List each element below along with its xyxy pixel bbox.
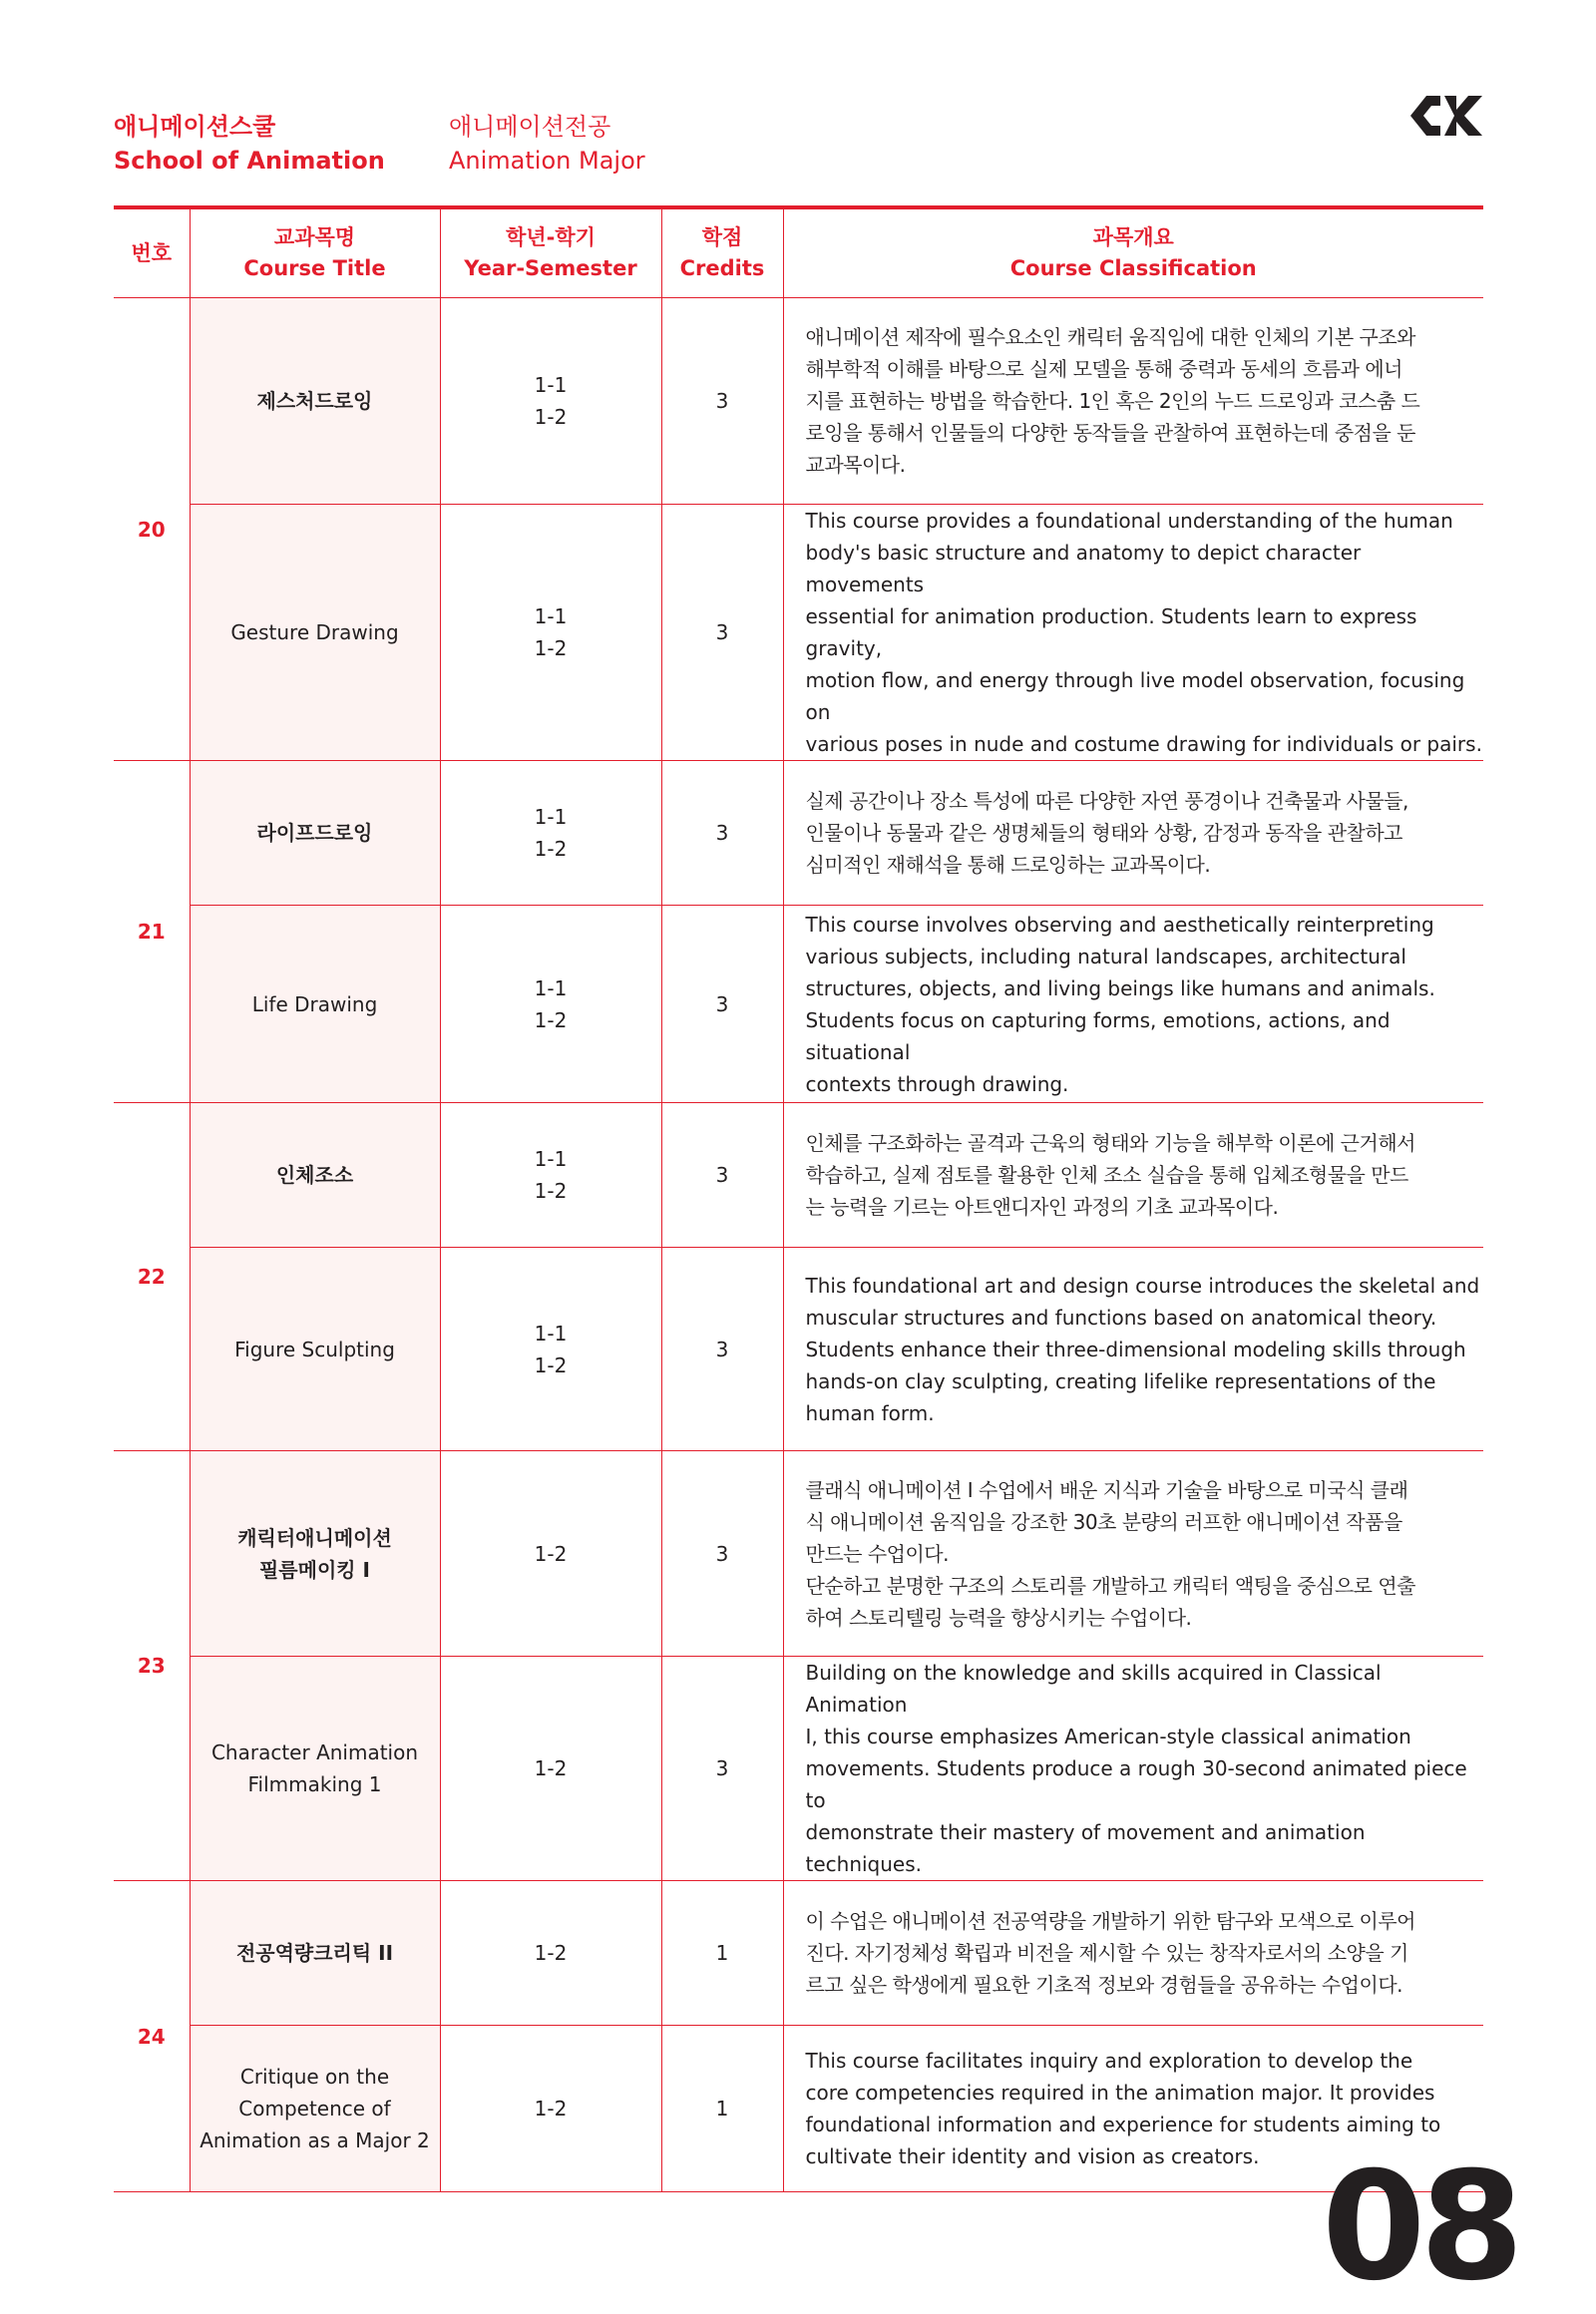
course-number: 21 xyxy=(114,761,190,1103)
year-semester: 1-2 xyxy=(440,2026,661,2192)
school-name-ko: 애니메이션스쿨 xyxy=(114,113,276,141)
major-heading xyxy=(449,110,645,178)
table-row xyxy=(114,2026,1483,2192)
course-title-ko: 인체조소 xyxy=(190,1103,440,1248)
major-name-ko: 애니메이션전공 xyxy=(449,113,611,141)
year-semester: 1-1 1-2 xyxy=(440,298,661,505)
credits: 3 xyxy=(661,1451,783,1657)
table-row xyxy=(114,906,1483,1103)
table-row xyxy=(114,1657,1483,1881)
table-header-row xyxy=(114,207,1483,298)
course-number: 23 xyxy=(114,1451,190,1881)
header-classification: 과목개요 Course Classification xyxy=(783,207,1483,298)
course-description-en: This foundational art and design course introduces the skeletal and muscular structures and functions based on anatomical theory. Students enhance their three-dimensional modeling skills through hands-on clay sculpting, creating lifelike representations of the human form. xyxy=(783,1248,1483,1451)
table-row xyxy=(114,1451,1483,1657)
school-heading xyxy=(114,110,385,178)
course-title-en: Critique on the Competence of Animation as a Major 2 xyxy=(190,2026,440,2192)
course-description-en: This course involves observing and aesthetically reinterpreting various subjects, including natural landscapes, architectural structures, objects, and living beings like humans and animals. Students focus on capturing forms, emotions, actions, and situational contexts through drawing. xyxy=(783,906,1483,1103)
page-number: 08 xyxy=(1322,2140,1518,2314)
credits: 3 xyxy=(661,1103,783,1248)
course-title-ko: 제스처드로잉 xyxy=(190,298,440,505)
table-row xyxy=(114,1103,1483,1248)
ck-logo-icon xyxy=(1406,92,1484,140)
year-semester: 1-1 1-2 xyxy=(440,1248,661,1451)
course-number: 20 xyxy=(114,298,190,761)
year-semester: 1-2 xyxy=(440,1881,661,2026)
course-title-en: Life Drawing xyxy=(190,906,440,1103)
course-description-en: Building on the knowledge and skills acquired in Classical Animation I, this course emphasizes American-style classical animation movements. Students produce a rough 30-second animated piece to demonstrate their mastery of movement and animation techniques. xyxy=(783,1657,1483,1881)
course-title-ko: 라이프드로잉 xyxy=(190,761,440,906)
course-title-en: Gesture Drawing xyxy=(190,505,440,761)
header-credits: 학점 Credits xyxy=(661,207,783,298)
table-row xyxy=(114,1248,1483,1451)
course-title-ko: 전공역량크리틱 II xyxy=(190,1881,440,2026)
credits: 1 xyxy=(661,2026,783,2192)
credits: 3 xyxy=(661,1248,783,1451)
school-name-en: School of Animation xyxy=(114,147,385,175)
table-row xyxy=(114,761,1483,906)
table-row xyxy=(114,1881,1483,2026)
course-number: 24 xyxy=(114,1881,190,2192)
course-description-ko: 실제 공간이나 장소 특성에 따른 다양한 자연 풍경이나 건축물과 사물들, 인물이나 동물과 같은 생명체들의 형태와 상황, 감정과 동작을 관찰하고 심미적인 재해석을 통해 드로잉하는 교과목이다. xyxy=(783,761,1483,906)
course-title-en: Figure Sculpting xyxy=(190,1248,440,1451)
course-description-ko: 애니메이션 제작에 필수요소인 캐릭터 움직임에 대한 인체의 기본 구조와 해부학적 이해를 바탕으로 실제 모델을 통해 중력과 동세의 흐름과 에너 지를 표현하는 방법을 학습한다. 1인 혹은 2인의 누드 드로잉과 코스춤 드 로잉을 통해서 인물들의 다양한 동작들을 관찰하여 표현하는데 중점을 둔 교과목이다. xyxy=(783,298,1483,505)
table-row xyxy=(114,298,1483,505)
credits: 1 xyxy=(661,1881,783,2026)
credits: 3 xyxy=(661,1657,783,1881)
year-semester: 1-1 1-2 xyxy=(440,906,661,1103)
credits: 3 xyxy=(661,298,783,505)
year-semester: 1-2 xyxy=(440,1657,661,1881)
course-description-en: This course facilitates inquiry and exploration to develop the core competencies required in the animation major. It provides foundational information and experience for students aiming to cultivate their identity and vision as creators. xyxy=(783,2026,1483,2192)
credits: 3 xyxy=(661,505,783,761)
year-semester: 1-1 1-2 xyxy=(440,505,661,761)
course-title-en: Character Animation Filmmaking 1 xyxy=(190,1657,440,1881)
course-number: 22 xyxy=(114,1103,190,1451)
course-table xyxy=(114,205,1483,2192)
course-description-ko: 이 수업은 애니메이션 전공역량을 개발하기 위한 탐구와 모색으로 이루어 진다. 자기정체성 확립과 비전을 제시할 수 있는 창작자로서의 소양을 기 르고 싶은 학생에게 필요한 기초적 정보와 경험들을 공유하는 수업이다. xyxy=(783,1881,1483,2026)
credits: 3 xyxy=(661,761,783,906)
header-number: 번호 xyxy=(114,207,190,298)
course-description-ko: 클래식 애니메이션 I 수업에서 배운 지식과 기술을 바탕으로 미국식 클래 식 애니메이션 움직임을 강조한 30초 분량의 러프한 애니메이션 작품을 만드는 수업이다. 단순하고 분명한 구조의 스토리를 개발하고 캐릭터 액팅을 중심으로 연출 하여 스토리텔링 능력을 향상시키는 수업이다. xyxy=(783,1451,1483,1657)
header-year-semester: 학년-학기 Year-Semester xyxy=(440,207,661,298)
major-name-en: Animation Major xyxy=(449,147,645,175)
year-semester: 1-1 1-2 xyxy=(440,1103,661,1248)
course-description-en: This course provides a foundational understanding of the human body's basic structure and anatomy to depict character movements essential for animation production. Students learn to express gravity, motion flow, and energy through live model observation, focusing on various poses in nude and costume drawing for individuals or pairs. xyxy=(783,505,1483,761)
year-semester: 1-2 xyxy=(440,1451,661,1657)
credits: 3 xyxy=(661,906,783,1103)
table-row xyxy=(114,505,1483,761)
header-course-title: 교과목명 Course Title xyxy=(190,207,440,298)
year-semester: 1-1 1-2 xyxy=(440,761,661,906)
course-title-ko: 캐릭터애니메이션 필름메이킹 I xyxy=(190,1451,440,1657)
course-description-ko: 인체를 구조화하는 골격과 근육의 형태와 기능을 해부학 이론에 근거해서 학습하고, 실제 점토를 활용한 인체 조소 실습을 통해 입체조형물을 만드 는 능력을 기르는 아트앤디자인 과정의 기초 교과목이다. xyxy=(783,1103,1483,1248)
